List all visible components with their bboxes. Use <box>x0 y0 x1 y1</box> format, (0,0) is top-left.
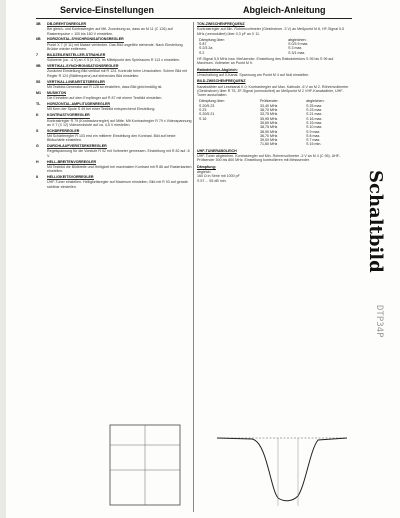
section-body: Kontrastregler R 79 (Kontrastvorregler) auf Mitte. Mit Kontrastregler R 79 x Videospannung an X 7 (X 12) Videoendstufe auf ca. 4,5 V einstellen. <box>47 118 192 127</box>
adjustment-section <box>36 160 192 174</box>
adjustment-section <box>36 129 192 143</box>
ratio-section <box>197 57 350 66</box>
curve-path <box>217 438 347 501</box>
header-rule <box>36 18 352 19</box>
table-cell: 33,40 MHz <box>259 103 278 108</box>
table-cell: 36,70 MHz <box>259 133 278 138</box>
model-stamp-text: DTP34P <box>374 305 384 338</box>
section-title: VERTIKAL-LINEARITÄTSREGLER <box>47 79 105 84</box>
model-stamp <box>368 305 388 365</box>
section-number: 5S <box>36 79 41 84</box>
ratio-adjust-body: Umschaltung auf 0-Kanal. Spannung am Punkt M 4 auf Null einstellen. <box>197 72 310 77</box>
table-header-cell: Prüfsender: <box>259 99 279 104</box>
table-cell: S 20/5 21 <box>199 112 215 117</box>
section-number: 3B <box>36 22 41 26</box>
table-cell: S 2/3 2a <box>199 46 213 51</box>
section-title: DB-DREHTONREGLER <box>47 22 87 26</box>
table-cell: S 0/3 9 max. <box>288 42 309 47</box>
table-cell: S 25 max. <box>306 103 323 108</box>
bild-zf-body: Kanalwähler auf Lesekanal K 0; Kontrastregler auf Max. Kathode -6 V an M 2. Röhrenvoltmeter (Gleichstrom) über R 75, ZF-Signal (unmoduliert) an Meßpunkt M 2 VHF-Kanalwähler, UHF-Tuner ausschalten. <box>197 84 350 98</box>
table-header-cell: Dämpfung über: <box>199 37 225 42</box>
table-cell: 39,00 MHz <box>259 138 278 143</box>
table-cell: S 15 max. <box>306 120 323 125</box>
table-cell: 71,60 MHz <box>259 142 278 147</box>
section-body: Bei gleich- und Kontrastregler auf Mit. Zuordnung so, dass an M 11 (C 126) auf Rasterimpulse = 100 bis 160 V einstellen. <box>47 27 174 36</box>
daempfung-title: Dämpfung: <box>197 164 216 169</box>
bild-zf-table <box>197 99 350 146</box>
table-row <box>197 142 350 146</box>
section-title: VERTIKAL-SYNCHRONISATIONSREGLER <box>47 64 119 69</box>
table-cell <box>197 142 258 146</box>
tail-value2: S 57 ... 55 dB min. <box>197 178 227 183</box>
table-header-cell: abgleichen: <box>306 99 325 104</box>
section-body: Mit Testbild die Bildbreite und Helligkeit bei maximalem Kontrast mit R 86 auf Rasterkanten einstellen. <box>47 164 192 174</box>
chassis-sketch <box>90 415 190 510</box>
table-cell: S 16 max. <box>306 116 323 121</box>
ton-zf-body: Kontrastregler auf Min. Rohrenvoltmeter (Gleichstrom -3 V) an Meßpunkt M 8, HF-Signal 5,5 MHz (unmoduliert) über 0,3 pF an X 11. <box>197 27 345 36</box>
table-cell <box>276 51 287 55</box>
adjustment-section <box>36 53 192 63</box>
table-cell: S 10 max. <box>306 125 323 130</box>
right-page-title: Abgleich-Anleitung <box>243 5 326 15</box>
table-cell: S 21 max. <box>306 112 323 117</box>
table-cell: S 23 max. <box>306 108 323 113</box>
schaltbild-text: Schaltbild <box>365 170 386 273</box>
section-title: HORIZONTAL-AMPLITUDENREGLER <box>47 102 111 107</box>
section-body: Regelspannung für die Vorstufe R 92 mit Voltmeter gemessen. Einstellung mit R 82 auf -6 V. <box>47 149 191 158</box>
section-body: Punkt X 7 (X 11) mit Masse verbinden. Das Bild ungefähr stehende. Nach Einstellung Brücke wieder entfernen. <box>47 42 184 52</box>
adjustment-section <box>36 144 192 158</box>
right-column <box>197 22 350 185</box>
adjustment-section <box>36 37 192 51</box>
table-cell: 38,75 MHz <box>259 125 278 130</box>
ratio-body: HF-Signal 5,5 MHz bzw. Meßsender. Einstellung des Ratiodetektors S 95 bis S 99 auf Maximum. Voltmeter an Punkt M 9. <box>197 57 335 66</box>
section-title: HELL-BREITENVORREGLER <box>47 159 97 164</box>
table-cell: S 2 <box>199 50 205 55</box>
section-body: Sollwerte (ca. -4 V) an X 5 (X 10). Im Mittelpunkt des Spielraums R 113 x einstellen. <box>47 58 181 63</box>
section-number: 9B <box>36 64 41 69</box>
section-body: Zunächst Einstellung Bild vertikal mit R 124. Kontrolle beim Umschalten. Schirm Bild mit Regler R 124 (Bildfrequenz) auf stehendes Bild einstellen. <box>47 69 189 78</box>
adjustment-section <box>36 175 192 189</box>
uhf-title: UHF-TUNERABGLEICH <box>197 148 237 153</box>
section-number: 7 <box>36 52 38 57</box>
section-number: 8 <box>36 175 38 180</box>
section-number: S <box>36 128 39 133</box>
section-number: G <box>36 144 39 149</box>
section-number: 6B <box>36 37 41 42</box>
ton-zf-section <box>197 22 350 36</box>
table-cell: S 9 max. <box>306 129 321 134</box>
table-cell: 38,90 MHz <box>259 129 278 134</box>
table-cell: S 23 <box>199 108 207 113</box>
table-cell: S 16 <box>199 116 207 121</box>
left-page-title: Service-Einstellungen <box>60 5 155 15</box>
section-number: M1 <box>36 90 41 95</box>
section-number: H <box>36 159 39 164</box>
section-body: Mit Kern der Spule S 49 bei einer Testbild entsprechend Einstellung. <box>47 107 156 112</box>
section-body: Die Einheiten auf dem Empfänger auf R 87 mit einem Testbild einstellen. <box>47 96 163 101</box>
table-header-cell: Dämpfung über: <box>199 99 225 104</box>
column-divider <box>193 22 194 512</box>
table-cell: 35,95 MHz <box>259 116 278 121</box>
page-edge-shadow <box>0 0 6 518</box>
table-cell: S 8 max. <box>306 133 321 138</box>
adjustment-section <box>36 64 192 78</box>
table-cell: 35,65 MHz <box>259 120 278 125</box>
section-title: DURCHLAUFVERSTÄRKEREGLER <box>47 144 107 149</box>
response-curve-diagram <box>212 428 352 508</box>
tail-label: abgleich: <box>197 169 212 174</box>
table-cell: S 15 min. <box>306 142 322 147</box>
left-column <box>36 22 192 191</box>
adjustment-section <box>36 91 192 101</box>
table-cell: S 7 max. <box>306 138 321 143</box>
section-number: TL <box>36 102 41 107</box>
section-title: KONTRASTVORREGLER <box>47 113 90 118</box>
adjustment-section <box>36 113 192 127</box>
section-title: SCHÄRFEREGLER <box>47 128 80 133</box>
section-title: BILDZEILENSTELLER-STRAHLER <box>47 52 106 57</box>
uhf-body: UHF-Tuner abgleichen. Kontrastregler auf Min. Rohrenvoltmeter -3 V an M 4 (C 95). UHF-Prüfsender 500 bis 800 MHz. Einstellung kontrollieren mit Messsender. <box>197 154 341 163</box>
ratio-adjust-section <box>197 68 350 78</box>
adjustment-section <box>36 102 192 112</box>
adjustment-section <box>36 80 192 90</box>
section-number: K <box>36 113 39 118</box>
table-cell: S 3/1 max. <box>288 50 306 55</box>
table-header-cell: abgleichen: <box>288 37 307 42</box>
uhf-section <box>197 149 350 163</box>
table-cell: 38,70 MHz <box>259 108 278 113</box>
tail-values <box>197 165 350 183</box>
section-title: MUSIKTON <box>47 90 67 95</box>
table-cell: 33,75 MHz <box>259 112 278 117</box>
bild-zf-title: BILD-ZWISCHENFREQUENZ <box>197 79 246 84</box>
bild-zf-section <box>197 79 350 97</box>
table-row <box>197 51 350 55</box>
table-cell: S 3 max. <box>288 46 303 51</box>
table-cell: S 20/5 23 <box>199 103 215 108</box>
section-body: Mit Schärferegler R 103 erst ein mittlerer Einstellung den Kontrast. Bild auf beste Bildschärfe einstellen. <box>47 133 177 143</box>
section-body: Mit Testbild-Generator auf R 128 so einstellen, dass Bild gleichmäßig ist. <box>47 84 163 89</box>
ton-zf-table <box>197 38 350 55</box>
adjustment-section <box>36 22 192 36</box>
section-title: HORIZONTAL-SYNCHRONISATIONSREGLER <box>47 37 124 42</box>
ratio-adjust-title: Ratiodetektor-Abgleich: <box>197 67 238 72</box>
section-body: UHF-Tuner einstellen. Helligkeitsregler auf Maximum einstellen, Bild mit R 93 auf gerade sichtbar einstellen. <box>47 180 189 189</box>
ton-zf-title: TON-ZWISCHENFREQUENZ <box>197 22 245 26</box>
section-title: HELLIGKEITSVORREGLER <box>47 175 94 180</box>
table-cell: S 87 <box>199 42 207 47</box>
tail-value: 160 Ω in Serie mit 1000 pF <box>197 174 240 179</box>
